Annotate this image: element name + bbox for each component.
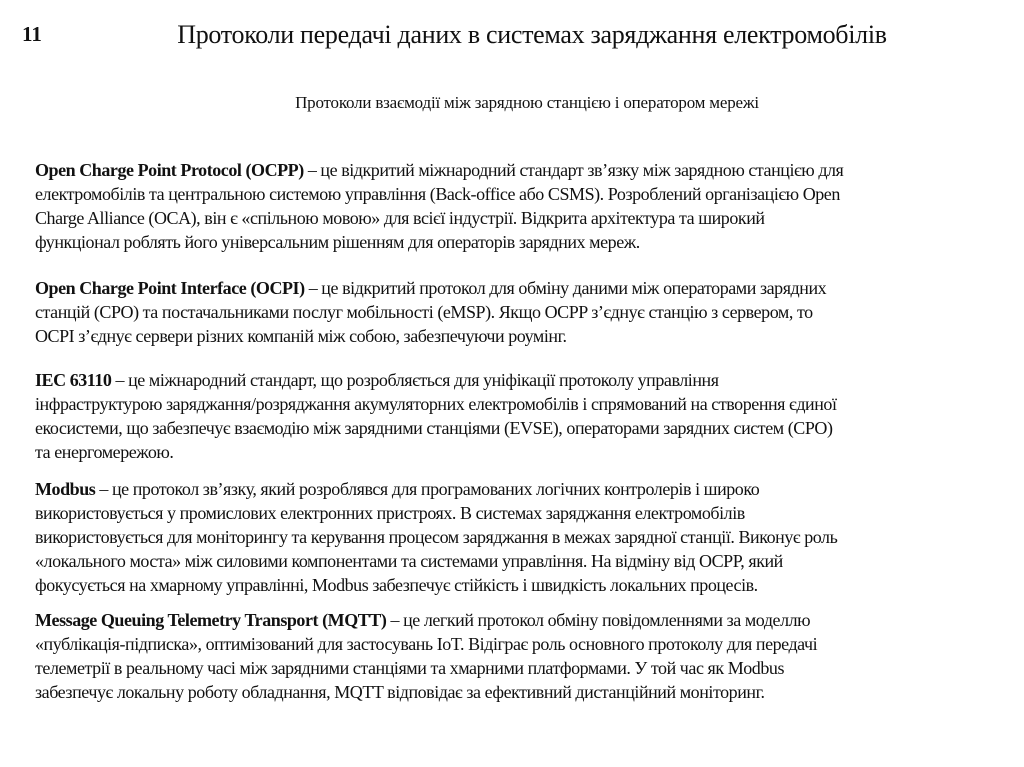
paragraph-modbus bbox=[35, 477, 995, 597]
paragraph-line: використовується у промислових електронних пристроях. В системах заряджання електромобілів bbox=[35, 503, 745, 523]
paragraph-line: Charge Alliance (OCA), він є «спільною мовою» для всієї індустрії. Відкрита архітектура та широкий bbox=[35, 208, 765, 228]
slide-number: 11 bbox=[22, 22, 42, 46]
paragraph-line bbox=[35, 477, 995, 501]
paragraph-text: – це протокол зв’язку, який розроблявся для програмованих логічних контролерів і широко bbox=[95, 479, 760, 499]
term-mqtt: Message Queuing Telemetry Transport (MQTT) bbox=[35, 610, 387, 630]
paragraph-line: станцій (CPO) та постачальниками послуг мобільності (eMSP). Якщо OCPP з’єднує станцію з сервером, то bbox=[35, 302, 813, 322]
paragraph-line: телеметрії в реальному часі між зарядними станціями та хмарними платформами. У той час як Modbus bbox=[35, 658, 785, 678]
term-iec63110: IEC 63110 bbox=[35, 370, 112, 390]
paragraph-ocpi bbox=[35, 276, 995, 348]
paragraph-line: електромобілів та центральною системою управління (Back-office або CSMS). Розроблений організацією Open bbox=[35, 184, 840, 204]
term-modbus: Modbus bbox=[35, 479, 96, 499]
term-ocpi: Open Charge Point Interface (OCPI) bbox=[35, 278, 305, 298]
term-ocpp: Open Charge Point Protocol (OCPP) bbox=[35, 160, 304, 180]
paragraph-line: функціонал роблять його універсальним рішенням для операторів зарядних мереж. bbox=[35, 232, 640, 252]
paragraph-text: – це міжнародний стандарт, що розробляється для уніфікації протоколу управління bbox=[111, 370, 719, 390]
paragraph-text: – це відкритий міжнародний стандарт зв’язку між зарядною станцією для bbox=[303, 160, 844, 180]
paragraph-ocpp bbox=[35, 158, 995, 254]
paragraph-line: OCPI з’єднує сервери різних компаній між собою, забезпечуючи роумінг. bbox=[35, 326, 567, 346]
paragraph-line: забезпечує локальну роботу обладнання, MQTT відповідає за ефективний дистанційний моніторинг. bbox=[35, 682, 765, 702]
paragraph-line: «публікація-підписка», оптимізований для застосувань IoT. Відіграє роль основного протоколу для передачі bbox=[35, 634, 818, 654]
page-title: Протоколи передачі даних в системах заряджання електромобілів bbox=[177, 20, 887, 49]
paragraph-line: екосистеми, що забезпечує взаємодію між зарядними станціями (EVSE), операторами зарядних систем (CPO) bbox=[35, 418, 833, 438]
paragraph-text: – це відкритий протокол для обміну даними між операторами зарядних bbox=[304, 278, 827, 298]
paragraph-line: інфраструктурою заряджання/розряджання акумуляторних електромобілів і спрямований на створення єдиної bbox=[35, 394, 837, 414]
paragraph-text: – це легкий протокол обміну повідомленнями за моделлю bbox=[386, 610, 811, 630]
paragraph-line: фокусується на хмарному управлінні, Modbus забезпечує стійкість і швидкість локальних процесів. bbox=[35, 575, 758, 595]
paragraph-line bbox=[35, 608, 995, 632]
paragraph-iec63110 bbox=[35, 368, 995, 464]
paragraph-line: використовується для моніторингу та керування процесом заряджання в межах зарядної станції. Виконує роль bbox=[35, 527, 838, 547]
paragraph-line bbox=[35, 158, 995, 182]
paragraph-mqtt bbox=[35, 608, 995, 704]
page-subtitle: Протоколи взаємодії між зарядною станцією і оператором мережі bbox=[295, 93, 759, 112]
paragraph-line: та енергомережою. bbox=[35, 442, 174, 462]
paragraph-line bbox=[35, 276, 995, 300]
paragraph-line bbox=[35, 368, 995, 392]
paragraph-line: «локального моста» між силовими компонентами та системами управління. На відміну від OCPP, який bbox=[35, 551, 783, 571]
